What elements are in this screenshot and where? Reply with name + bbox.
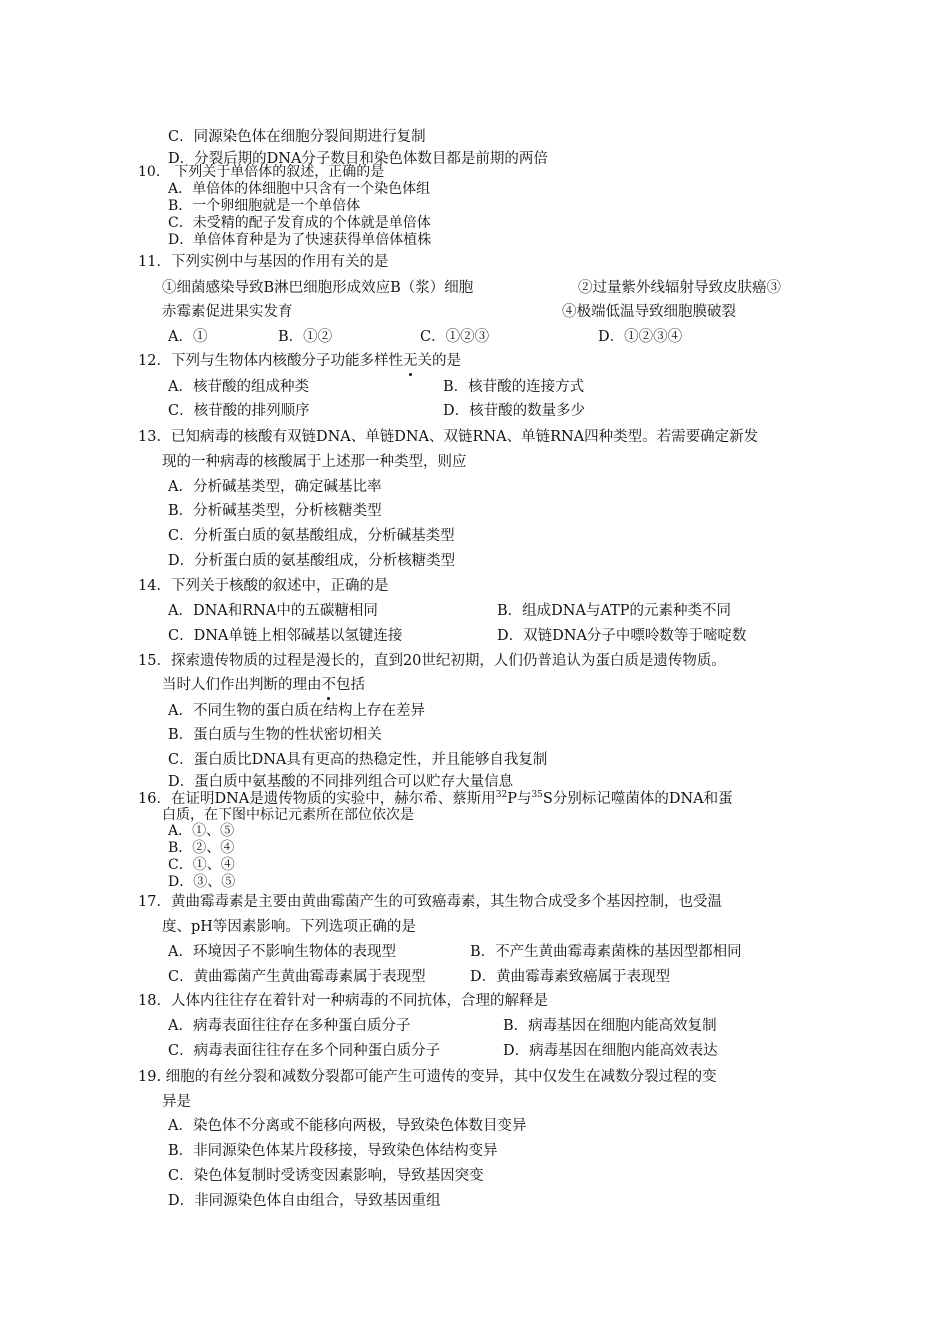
q13-option-a: A．分析碱基类型，确定碱基比率 xyxy=(168,479,382,495)
q15-stem-text-end: 包括 xyxy=(336,677,365,693)
q19-option-d: D．非同源染色体自由组合，导致基因重组 xyxy=(168,1193,441,1209)
q16-option-d: D．③、⑤ xyxy=(168,874,236,890)
q16-stem-text-end: S分别标记噬菌体的DNA和蛋 xyxy=(542,791,733,807)
q11-option-b: B．①② xyxy=(278,329,333,345)
q18-stem: 18．人体内往往存在着针对一种病毒的不同抗体，合理的解释是 xyxy=(138,993,548,1009)
q17-option-b: B．不产生黄曲霉毒素菌株的基因型都相同 xyxy=(470,944,742,960)
q13-stem-line2: 现的一种病毒的核酸属于上述那一种类型，则应 xyxy=(162,454,467,470)
q12-emphasis-mark: 无 xyxy=(402,353,418,369)
q15-option-a: A．不同生物的蛋白质在结构上存在差异 xyxy=(168,703,425,719)
q14-option-a: A．DNA和RNA中的五碳糖相同 xyxy=(168,603,378,619)
q10-option-d: D．单倍体育种是为了快速获得单倍体植株 xyxy=(168,232,432,248)
q14-option-d: D．双链DNA分子中嘌呤数等于嘧啶数 xyxy=(497,628,747,644)
q15-stem-line1: 15．探索遗传物质的过程是漫长的，直到20世纪初期，人们仍普追认为蛋白质是遗传物质。 xyxy=(138,653,726,669)
q13-option-b: B．分析碱基类型，分析核糖类型 xyxy=(168,503,382,519)
q18-option-a: A．病毒表面往往存在多种蛋白质分子 xyxy=(168,1018,411,1034)
q11-option-c: C．①②③ xyxy=(420,329,490,345)
q11-item-3: 赤霉素促进果实发育 xyxy=(162,304,293,320)
q19-stem-line2: 异是 xyxy=(162,1094,191,1110)
q15-emphasis-mark: 不 xyxy=(321,677,336,693)
q12-option-d: D．核苷酸的数量多少 xyxy=(443,403,586,419)
q10-option-c: C．未受精的配子发育成的个体就是单倍体 xyxy=(168,215,431,231)
q12-stem-text: 12．下列与生物体内核酸分子功能多样性 xyxy=(138,353,403,369)
q18-option-d: D．病毒基因在细胞内能高效表达 xyxy=(503,1043,718,1059)
q13-option-c: C．分析蛋白质的氨基酸组成，分析碱基类型 xyxy=(168,528,455,544)
q17-stem-line1: 17．黄曲霉毒素是主要由黄曲霉菌产生的可致癌毒素，其生物合成受多个基因控制，也受温 xyxy=(138,894,722,910)
q16-stem-line1 xyxy=(138,789,733,809)
q14-option-b: B．组成DNA与ATP的元素种类不同 xyxy=(497,603,732,619)
q16-option-c: C．①、④ xyxy=(168,857,235,873)
q13-option-d: D．分析蛋白质的氨基酸组成，分析核糖类型 xyxy=(168,553,456,569)
q9-option-c: C．同源染色体在细胞分裂间期进行复制 xyxy=(168,129,426,145)
q18-option-b: B．病毒基因在细胞内能高效复制 xyxy=(503,1018,717,1034)
q17-option-c: C．黄曲霉菌产生黄曲霉毒素属于表现型 xyxy=(168,969,426,985)
q17-stem-line2: 度、pH等因素影响。下列选项正确的是 xyxy=(162,919,416,935)
q19-option-a: A．染色体不分离或不能移向两极，导致染色体数目变异 xyxy=(168,1118,527,1134)
q16-option-a: A．①、⑤ xyxy=(168,823,235,839)
q16-stem-line2: 白质，在下图中标记元素所在部位依次是 xyxy=(162,807,414,823)
q16-isotope-35: 35 xyxy=(531,790,543,800)
q19-option-c: C．染色体复制时受诱变因素影响，导致基因突变 xyxy=(168,1168,484,1184)
q11-option-a: A．① xyxy=(168,329,208,345)
q16-option-b: B．②、④ xyxy=(168,840,235,856)
q11-stem: 11．下列实例中与基因的作用有关的是 xyxy=(138,254,389,270)
q19-option-b: B．非同源染色体某片段移接，导致染色体结构变异 xyxy=(168,1143,498,1159)
q16-isotope-32: 32 xyxy=(495,790,508,800)
q15-option-c: C．蛋白质比DNA具有更高的热稳定性，并且能够自我复制 xyxy=(168,752,548,768)
q15-option-b: B．蛋白质与生物的性状密切相关 xyxy=(168,727,382,743)
q11-item-2: ②过量紫外线辐射导致皮肤癌③ xyxy=(578,280,781,296)
q14-stem: 14．下列关于核酸的叙述中，正确的是 xyxy=(138,578,389,594)
q12-option-c: C．核苷酸的排列顺序 xyxy=(168,403,310,419)
q10-option-a: A．单倍体的体细胞中只含有一个染色体组 xyxy=(168,181,431,197)
q10-option-b: B．一个卵细胞就是一个单倍体 xyxy=(168,198,361,214)
q9-option-d: D．分裂后期的DNA分子数目和染色体数目都是前期的两倍 xyxy=(168,151,548,167)
q14-option-c: C．DNA单链上相邻碱基以氢键连接 xyxy=(168,628,403,644)
q13-stem-line1: 13．已知病毒的核酸有双链DNA、单链DNA、双链RNA、单链RNA四种类型。若需要确定新发 xyxy=(138,429,759,445)
q16-stem-text-mid: P与 xyxy=(507,791,532,807)
q11-item-4: ④极端低温导致细胞膜破裂 xyxy=(562,304,736,320)
q19-stem-line1: 19. 细胞的有丝分裂和减数分裂都可能产生可遗传的变异，其中仅发生在减数分裂过程的变 xyxy=(138,1069,717,1085)
q17-option-d: D．黄曲霉毒素致癌属于表现型 xyxy=(470,969,671,985)
q15-stem-text: 当时人们作出判断的理由 xyxy=(162,677,322,693)
q12-stem xyxy=(138,351,461,371)
q12-option-a: A．核苷酸的组成种类 xyxy=(168,379,309,395)
q15-option-d: D．蛋白质中氨基酸的不同排列组合可以贮存大量信息 xyxy=(168,774,514,790)
q10-stem: 10. 下列关于单倍体的叙述，正确的是 xyxy=(138,164,385,180)
q12-option-b: B．核苷酸的连接方式 xyxy=(443,379,585,395)
q17-option-a: A．环境因子不影响生物体的表现型 xyxy=(168,944,396,960)
q11-item-1: ①细菌感染导致B淋巴细胞形成效应B（浆）细胞 xyxy=(162,280,474,296)
q15-stem-line2 xyxy=(162,675,365,695)
q11-option-d: D．①②③④ xyxy=(598,329,683,345)
q18-option-c: C．病毒表面往往存在多个同种蛋白质分子 xyxy=(168,1043,441,1059)
q12-stem-text-end: 关的是 xyxy=(417,353,461,369)
q16-stem-text: 16．在证明DNA是遗传物质的实验中，赫尔希、蔡斯用 xyxy=(138,791,496,807)
